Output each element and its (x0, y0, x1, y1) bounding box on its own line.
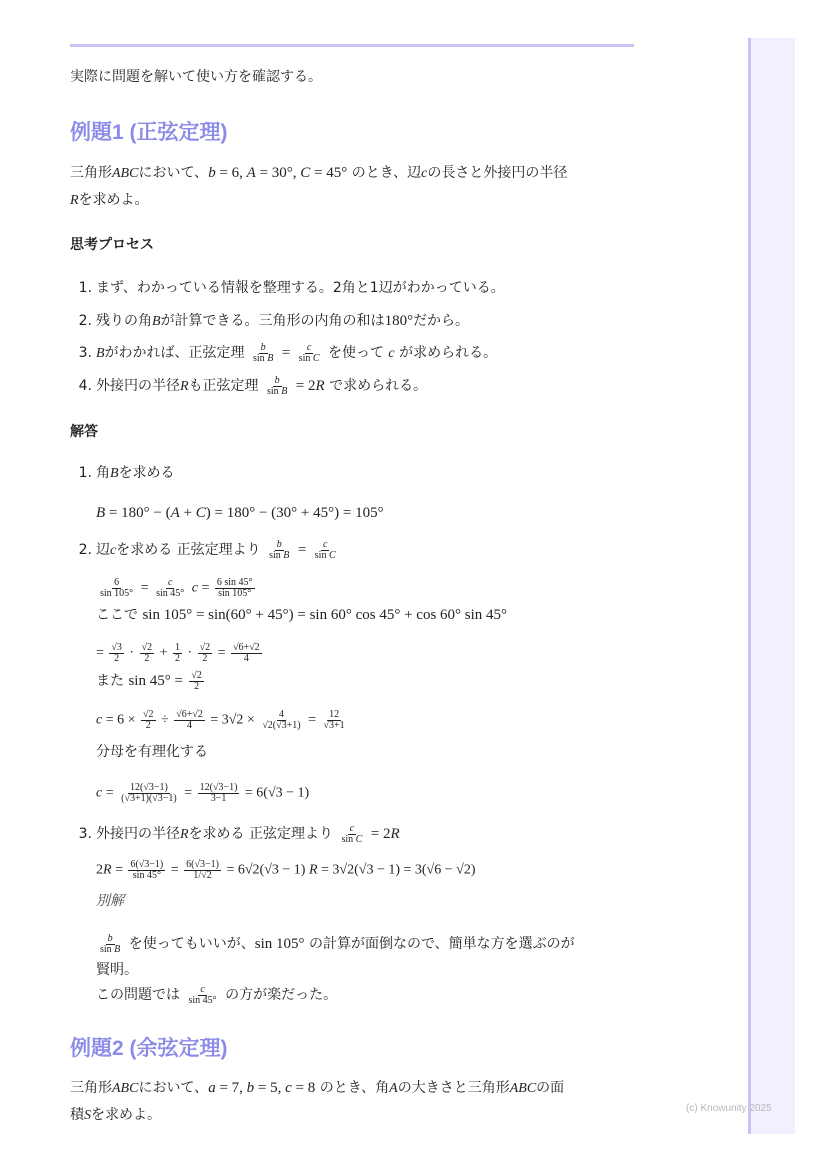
fraction: $\frac{b}{\text{sin B}}$ (267, 374, 288, 397)
page-sidebar (748, 38, 795, 1134)
answer-step-3-equation: 2R = $\frac{6(√3-1)}{\sin 45^\circ}$ = $\frac{6(√3-1)}{1/√2}$ = 6√2(√3 − 1) R = 3√2(√3 − 1) = 3(√6 − √2) (96, 859, 476, 881)
fraction: $\frac{c}{\text{sin C}}$ (298, 341, 320, 364)
answer-heading: 解答 (70, 424, 98, 440)
fraction: $\frac{b}{\text{sin B}}$ (253, 341, 274, 364)
top-rule (70, 44, 634, 47)
example1-problem-line2: Rを求めよ。 (70, 192, 149, 208)
example1-title: 例題1 (正弦定理) (70, 121, 228, 144)
answer-step-3-title: 3. 外接円の半径Rを求める 正弦定理より $\frac{c}{\text{sin C}}$ = 2R (78, 822, 400, 845)
answer-step-2-note: 分母を有理化する (96, 744, 208, 760)
intro-text: 実際に問題を解いて使い方を確認する。 (70, 69, 322, 85)
thinking-step-3: 3. Bがわかれば、正弦定理 $\frac{b}{\text{sin B}}$ = $\frac{c}{\text{sin C}}$ を使って c が求められる。 (78, 341, 498, 364)
alternative-solution-heading: 別解 (96, 893, 124, 909)
answer-step-1-title: 1. 角Bを求める (78, 465, 175, 481)
alternative-solution-line3: この問題では $\frac{c}{\sin 45^\circ}$ の方が楽だった。 (96, 983, 338, 1006)
example2-title: 例題2 (余弦定理) (70, 1037, 228, 1060)
example2-problem-line2: 積Sを求めよ。 (70, 1107, 161, 1123)
alternative-solution-line2: 賢明。 (96, 962, 138, 978)
answer-step-2-eq3: = $\frac{√3}{2}$ · $\frac{√2}{2}$ + $\frac{1}{2}$ · $\frac{√2}{2}$ = $\frac{√6+√2}{4}$ (96, 642, 260, 664)
answer-step-2-eq6: c = $\frac{12(√3-1)}{(√3+1)(√3-1)}$ = $\frac{12(√3-1)}{3-1}$ = 6(√3 − 1) (96, 782, 310, 804)
fraction: $\frac{c}{\text{sin C}}$ (341, 822, 363, 845)
answer-step-2-title: 2. 辺cを求める 正弦定理より $\frac{b}{\text{sin B}}$ = $\frac{c}{\text{sin C}}$ (78, 538, 336, 561)
fraction: $\frac{c}{\text{sin C}}$ (314, 538, 336, 561)
answer-step-2-eq4: また sin 45° = $\frac{√2}{2}$ (96, 669, 202, 692)
thinking-step-1: 1. まず、わかっている情報を整理する。2角と1辺がわかっている。 (78, 280, 505, 296)
alternative-solution-line1: $\frac{b}{\text{sin B}}$ を使ってもいいが、sin 105° の計算が面倒なので、簡単な方を選ぶのが (100, 932, 575, 955)
thinking-heading: 思考プロセス (70, 237, 154, 253)
answer-step-2-eq5: c = 6 × $\frac{√2}{2}$ ÷ $\frac{√6+√2}{4}$ = 3√2 × $\frac{4}{√2(√3+1)}$ = $\frac{12}{√3+1}$ (96, 709, 345, 731)
thinking-step-2: 2. 残りの角Bが計算できる。三角形の内角の和は180°だから。 (78, 313, 470, 329)
answer-step-2-eq1: $\frac{6}{\sin 105^\circ}$ = $\frac{c}{\sin 45^\circ}$ c = $\frac{6 \sin 45^\circ}{\sin 105^\circ}$ (100, 577, 253, 599)
example1-problem-line1: 三角形ABCにおいて、b = 6, A = 30°, C = 45° のとき、辺cの長さと外接円の半径 (70, 165, 568, 181)
copyright-footer: (c) Knowunity 2025 (686, 1103, 772, 1114)
example2-problem-line1: 三角形ABCにおいて、a = 7, b = 5, c = 8 のとき、角Aの大きさと三角形ABCの面 (70, 1080, 565, 1096)
fraction: $\frac{b}{\text{sin B}}$ (269, 538, 290, 561)
answer-step-2-eq2: ここで sin 105° = sin(60° + 45°) = sin 60° cos 45° + cos 60° sin 45° (96, 607, 508, 623)
answer-step-1-equation: B = 180° − (A + C) = 180° − (30° + 45°) = 105° (96, 505, 384, 521)
thinking-step-4: 4. 外接円の半径Rも正弦定理 $\frac{b}{\text{sin B}}$ = 2R で求められる。 (78, 374, 428, 397)
